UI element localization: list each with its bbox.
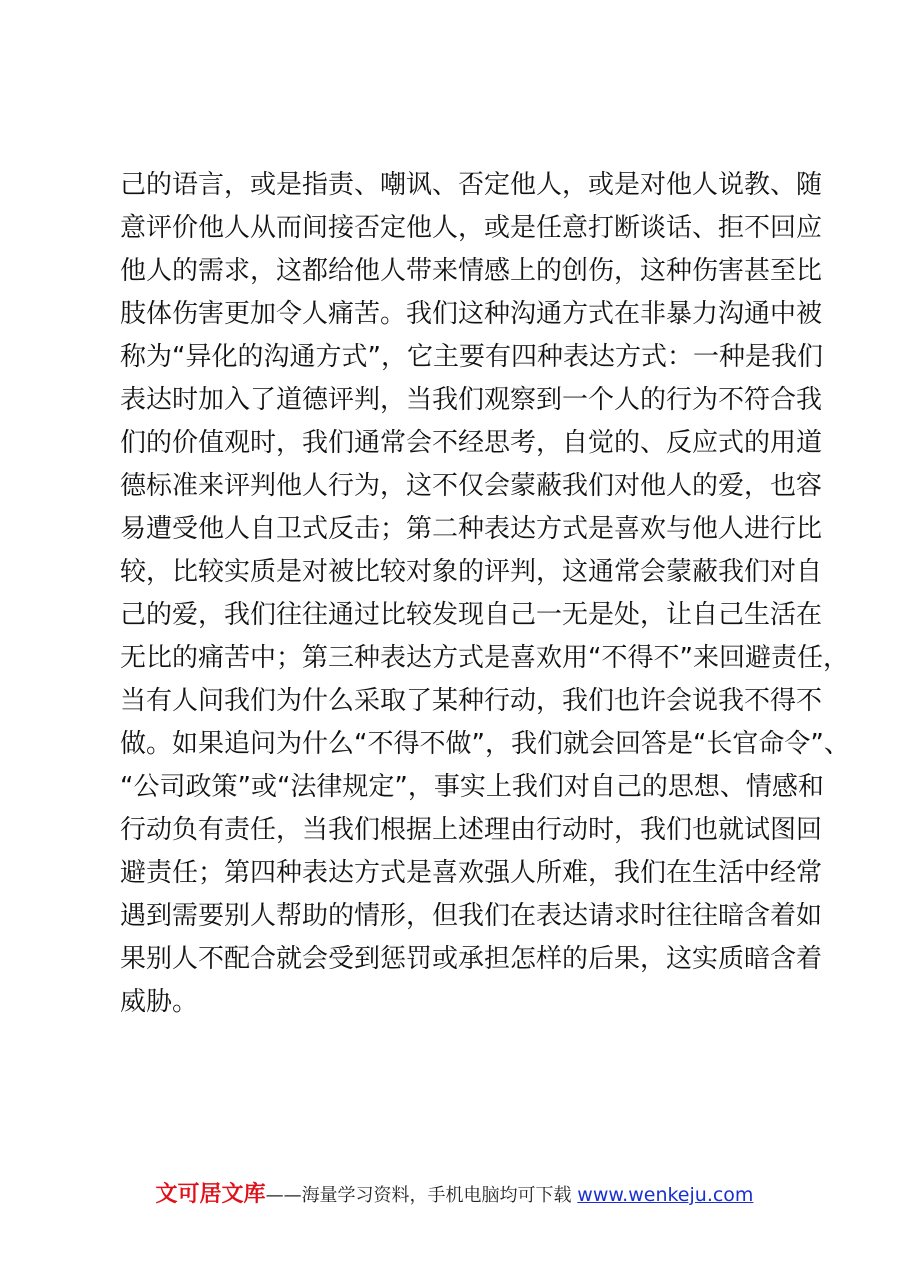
text-line: 行动负有责任，当我们根据上述理由行动时，我们也就试图回 [120,815,823,845]
footer-banner [0,1180,909,1211]
brand-name: 文可居文库 [155,1182,266,1207]
text-line: 肢体伤害更加令人痛苦。我们这种沟通方式在非暴力沟通中被 [120,299,823,329]
text-line: 无比的痛苦中；第三种表达方式是喜欢用“不得不”来回避责任， [120,643,849,673]
text-line: 意评价他人从而间接否定他人，或是任意打断谈话、拒不回应 [120,213,823,243]
footer-tagline: ——海量学习资料，手机电脑均可下载 [265,1185,572,1206]
text-line: 称为“异化的沟通方式”，它主要有四种表达方式：一种是我们 [120,342,823,372]
text-line: 果别人不配合就会受到惩罚或承担怎样的后果，这实质暗含着 [120,944,823,974]
text-line: 威胁。 [120,987,199,1017]
text-line: “公司政策”或“法律规定”，事实上我们对自己的思想、情感和 [120,772,824,802]
text-line: 当有人问我们为什么采取了某种行动，我们也许会说我不得不 [120,686,823,716]
text-line: 较，比较实质是对被比较对象的评判，这通常会蒙蔽我们对自 [120,557,823,587]
text-line: 表达时加入了道德评判，当我们观察到一个人的行为不符合我 [120,385,823,415]
website-link[interactable]: www.wenkeju.com [577,1184,754,1206]
text-line: 他人的需求，这都给他人带来情感上的创伤，这种伤害甚至比 [120,256,823,286]
text-line: 己的爱，我们往往通过比较发现自己一无是处，让自己生活在 [120,600,823,630]
text-line: 遇到需要别人帮助的情形，但我们在表达请求时往往暗含着如 [120,901,823,931]
text-line: 德标准来评判他人行为，这不仅会蒙蔽我们对他人的爱，也容 [120,471,823,501]
text-line: 做。如果追问为什么“不得不做”，我们就会回答是“长官命令”、 [120,729,850,759]
text-line: 易遭受他人自卫式反击；第二种表达方式是喜欢与他人进行比 [120,514,823,544]
body-paragraph [120,164,850,1024]
text-line: 们的价值观时，我们通常会不经思考，自觉的、反应式的用道 [120,428,823,458]
text-line: 己的语言，或是指责、嘲讽、否定他人，或是对他人说教、随 [120,170,823,200]
text-line: 避责任；第四种表达方式是喜欢强人所难，我们在生活中经常 [120,858,823,888]
